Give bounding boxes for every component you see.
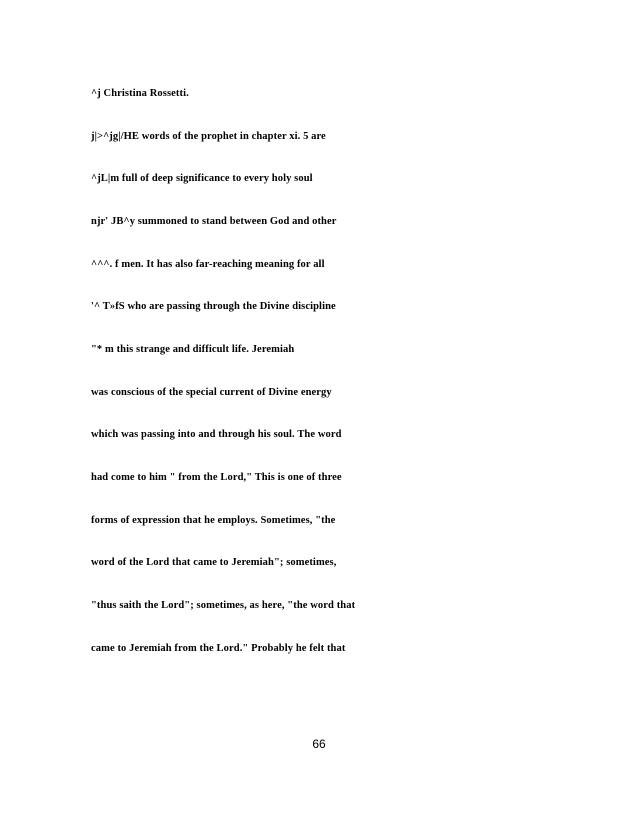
text-line: forms of expression that he employs. Sometimes, "the [91,515,336,526]
text-line: njr' JB^y summoned to stand between God and other [91,216,337,227]
text-line: "* m this strange and difficult life. Jeremiah [91,344,295,355]
text-line: had come to him " from the Lord," This is one of three [91,472,342,483]
text-line: ^jL|m full of deep significance to every holy soul [91,173,313,184]
text-line: '^ T»fS who are passing through the Divine discipline [91,301,336,312]
text-line: ^^^. f men. It has also far-reaching meaning for all [91,259,325,270]
text-line: ^j Christina Rossetti. [91,88,189,99]
text-line: which was passing into and through his soul. The word [91,429,342,440]
page-number: 66 [312,737,326,751]
text-line: was conscious of the special current of Divine energy [91,387,332,398]
text-line: "thus saith the Lord"; sometimes, as here, "the word that [91,600,356,611]
text-line: came to Jeremiah from the Lord." Probably he felt that [91,643,346,654]
text-line: j|>^jg|/HE words of the prophet in chapter xi. 5 are [91,131,326,142]
text-line: word of the Lord that came to Jeremiah"; sometimes, [91,557,337,568]
